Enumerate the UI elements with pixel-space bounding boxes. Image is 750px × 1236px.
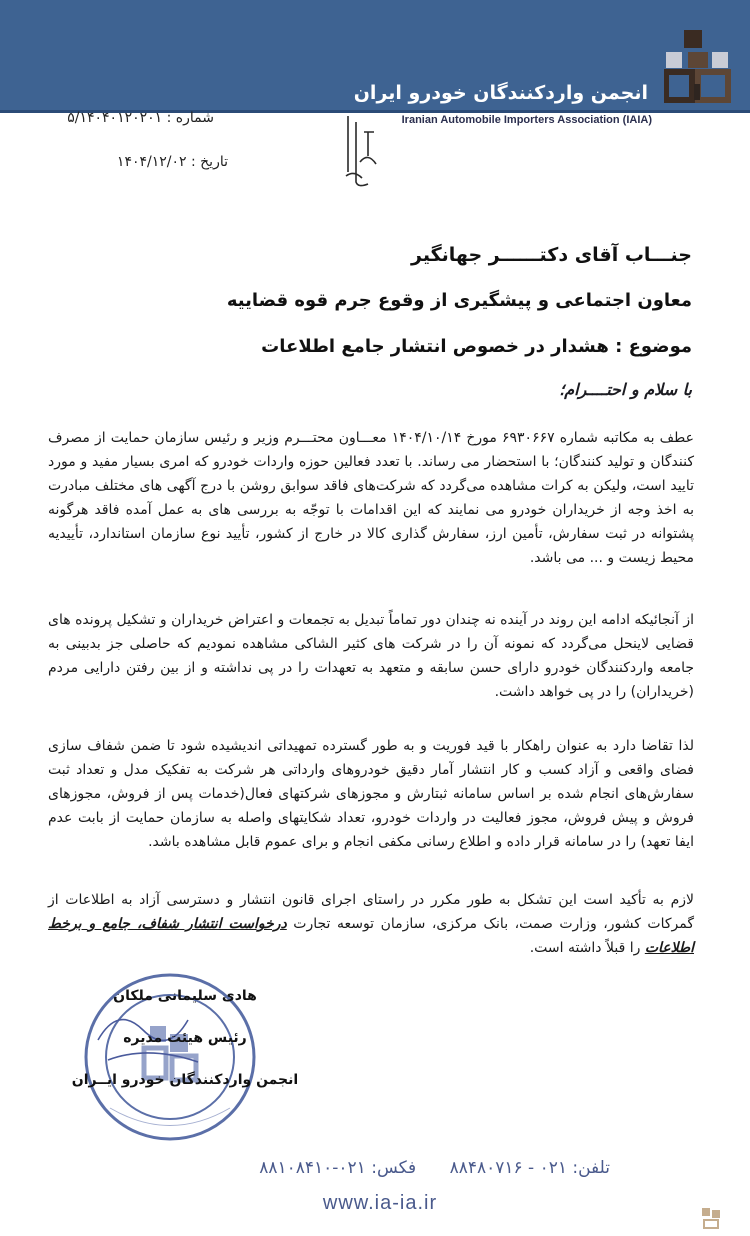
contact-line — [150, 1158, 610, 1178]
paragraph-4: لازم به تأکید است این تشکل به طور مکرر در راستای اجرای قانون انتشار و دسترسی آزاد به اطلاعات از گمرکات کشور، وزارت صمت، بانک مرکزی، سازمان توسعه تجارت درخواست انتشار شفاف، جامع و برخط اطلاعات را قبلاً داشته است. — [48, 892, 695, 956]
letter-date: تاریخ : ۱۴۰۴/۱۲/۰۲ — [116, 154, 228, 170]
greeting: با سلام و احتــــرام؛ — [559, 380, 692, 399]
signer-position: رئیس هیئت مدیره — [123, 1030, 247, 1046]
fax-number: فکس: ۰۲۱-۸۸۱۰۸۴۱۰ — [259, 1158, 417, 1178]
association-logo-icon — [664, 30, 732, 104]
signer-name: هادی سلیمانی ملکان — [113, 988, 257, 1004]
signer-organization: انجمن واردکنندگان خودرو ایــران — [71, 1072, 299, 1088]
letter-number: شماره : ۵/۱۴۰۴۰۱۲۰۲۰۱ — [67, 110, 214, 126]
bismillah-calligraphy-icon — [338, 112, 384, 192]
org-name-english: Iranian Automobile Importers Association (IAIA) — [401, 114, 652, 126]
paragraph-1: عطف به مکاتبه شماره ۶۹۳۰۶۶۷ مورخ ۱۴۰۴/۱۰/۱۴ معـــاون محتـــرم وزیر و رئیس سازمان حمایت از مصرف کنندگان و تولید کنندگان؛ با استحضار می رساند. با تعدد فعالین حوزه واردات خودرو که امری بسیار مفید و مورد تایید است، ولیکن به کرات مشاهده می‌گردد که شرکت‌های فاقد سوابق روشن با درج آگهی های مختلف مبادرت به اخذ وجه از خریداران خودرو می نمایند که این اقدامات با توجّه به بررسی های به عمل آمده فاقد هرگونه پشتوانه در ثبت سفارش، تأمین ارز، سفارش گذاری کالا در خارج از کشور، تأیید نوع سازمان استاندارد، تأییدیه محیط زیست و ... می باشد. — [48, 430, 694, 566]
corner-mark-icon — [700, 1206, 722, 1230]
recipient-title: معاون اجتماعی و پیشگیری از وقوع جرم قوه قضاییه — [226, 290, 692, 311]
phone-number: تلفن: ۰۲۱ - ۸۸۴۸۰۷۱۶ — [449, 1158, 610, 1178]
recipient-name: جنـــاب آقای دکتــــــر جهانگیر — [411, 244, 692, 266]
paragraph-2: از آنجائیکه ادامه این روند در آینده نه چندان دور تماماً تبدیل به تجمعات و اعتراض خریداران و تشکیل پرونده های قضایی لاینحل می‌گردد که نمونه آن را در شرکت های کثیر الشاکی مشاهده نمودیم که حاصلی جز بدبینی به جامعه واردکنندگان خودرو دارای حسن سابقه و متعهد به تعهدات را در پی نداشته و از بین رفتن دارایی مردم (خریداران) را در پی خواهد داشت. — [48, 612, 694, 700]
emphasized-request: درخواست انتشار شفاف، جامع و برخط اطلاعات — [48, 916, 694, 956]
org-name-persian: انجمن واردکنندگان خودرو ایران — [353, 82, 648, 104]
website-link[interactable]: www.ia-ia.ir — [322, 1192, 438, 1214]
paragraph-3: لذا تقاضا دارد به عنوان راهکار با قید فوریت و به طور گسترده تمهیداتی اندیشیده شود تا ضمن شفاف سازی فضای واقعی و آزاد کسب و کار انتشار آمار دقیق خودروهای وارداتی هر شرکت به تفکیک مدل و تعداد ثبت سفارش‌های انجام شده بر اساس سامانه ثبتارش و مجوزهای شرکتهای فعال(خدمات پس از فروش، مجوزهای فروش و پیش فروش، مجوز فعالیت در واردات خودرو، تعداد شکایتهای واصله به سازمان حمایت از بابت عدم ایفا تعهد) را در سامانه قرار داده و اطلاع رسانی مکفی انجام و برای عموم قابل مشاهده باشد. — [48, 738, 694, 850]
letter-subject: موضوع : هشدار در خصوص انتشار جامع اطلاعات — [261, 336, 692, 357]
